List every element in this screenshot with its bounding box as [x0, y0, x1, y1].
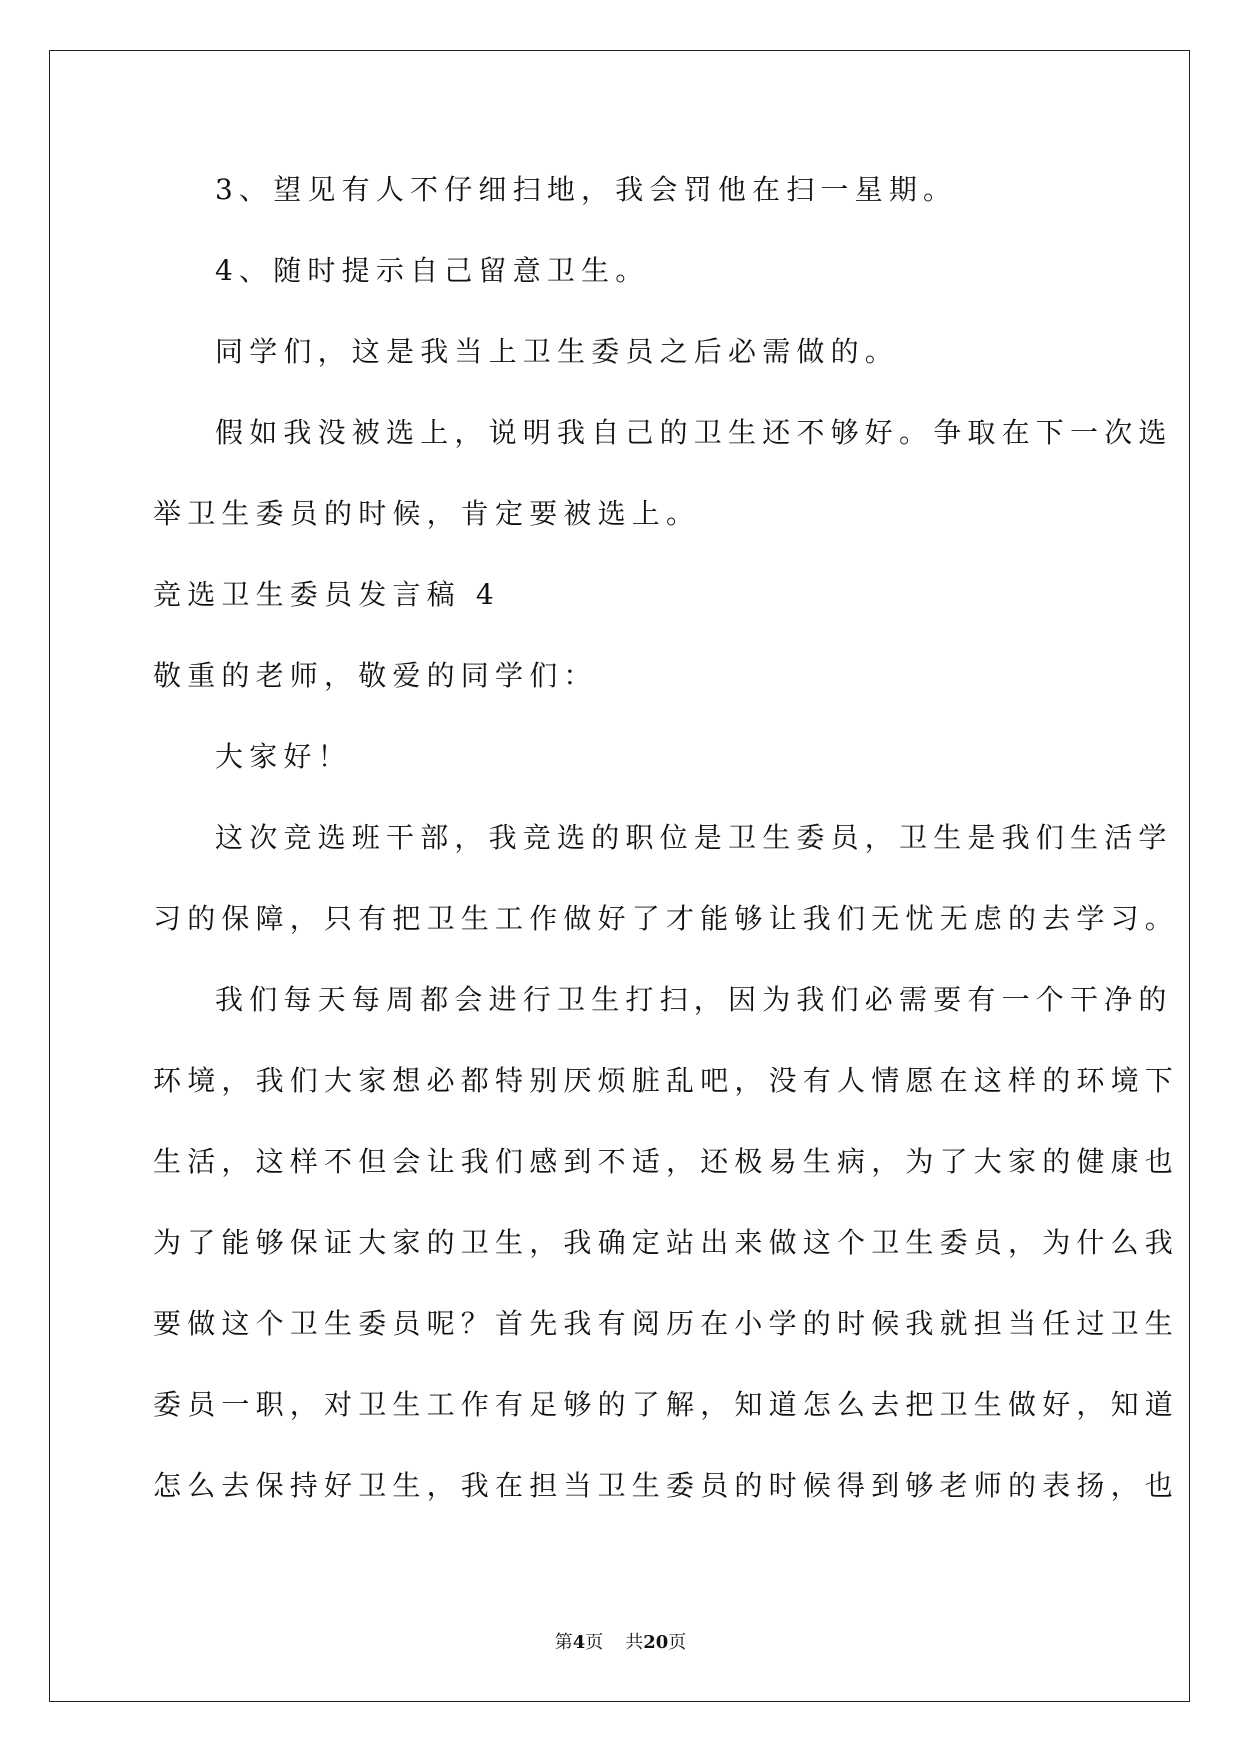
paragraph-line: 生活，这样不但会让我们感到不适，还极易生病，为了大家的健康也 [153, 1145, 1180, 1178]
total-pages: 20 [643, 1632, 669, 1653]
paragraph-line: 要做这个卫生委员呢？首先我有阅历在小学的时候我就担当任过卫生 [153, 1307, 1180, 1340]
paragraph-line: 4、随时提示自己留意卫生。 [215, 254, 650, 287]
greeting: 大家好！ [215, 740, 352, 773]
paragraph-line: 环境，我们大家想必都特别厌烦脏乱吧，没有人情愿在这样的环境下 [153, 1064, 1180, 1097]
page-prefix: 第 [554, 1632, 573, 1653]
section-title: 竞选卫生委员发言稿 4 [153, 578, 500, 611]
page-footer [0, 1631, 1241, 1655]
paragraph-line: 我们每天每周都会进行卫生打扫，因为我们必需要有一个干净的 [215, 983, 1173, 1016]
page-suffix: 页 [585, 1632, 604, 1653]
paragraph-line: 举卫生委员的时候，肯定要被选上。 [153, 497, 701, 530]
paragraph-line: 假如我没被选上，说明我自己的卫生还不够好。争取在下一次选 [215, 416, 1173, 449]
paragraph-line: 习的保障，只有把卫生工作做好了才能够让我们无忧无虑的去学习。 [153, 902, 1180, 935]
paragraph-line: 为了能够保证大家的卫生，我确定站出来做这个卫生委员，为什么我 [153, 1226, 1180, 1259]
page-number: 4 [572, 1632, 586, 1653]
total-prefix: 共 [625, 1632, 644, 1653]
paragraph-line: 委员一职，对卫生工作有足够的了解，知道怎么去把卫生做好，知道 [153, 1388, 1180, 1421]
paragraph-line: 3、望见有人不仔细扫地，我会罚他在扫一星期。 [215, 173, 958, 206]
salutation: 敬重的老师，敬爱的同学们： [153, 659, 598, 692]
paragraph-line: 怎么去保持好卫生，我在担当卫生委员的时候得到够老师的表扬，也 [153, 1469, 1180, 1502]
total-suffix: 页 [668, 1632, 687, 1653]
paragraph-line: 同学们，这是我当上卫生委员之后必需做的。 [215, 335, 900, 368]
paragraph-line: 这次竞选班干部，我竞选的职位是卫生委员，卫生是我们生活学 [215, 821, 1173, 854]
